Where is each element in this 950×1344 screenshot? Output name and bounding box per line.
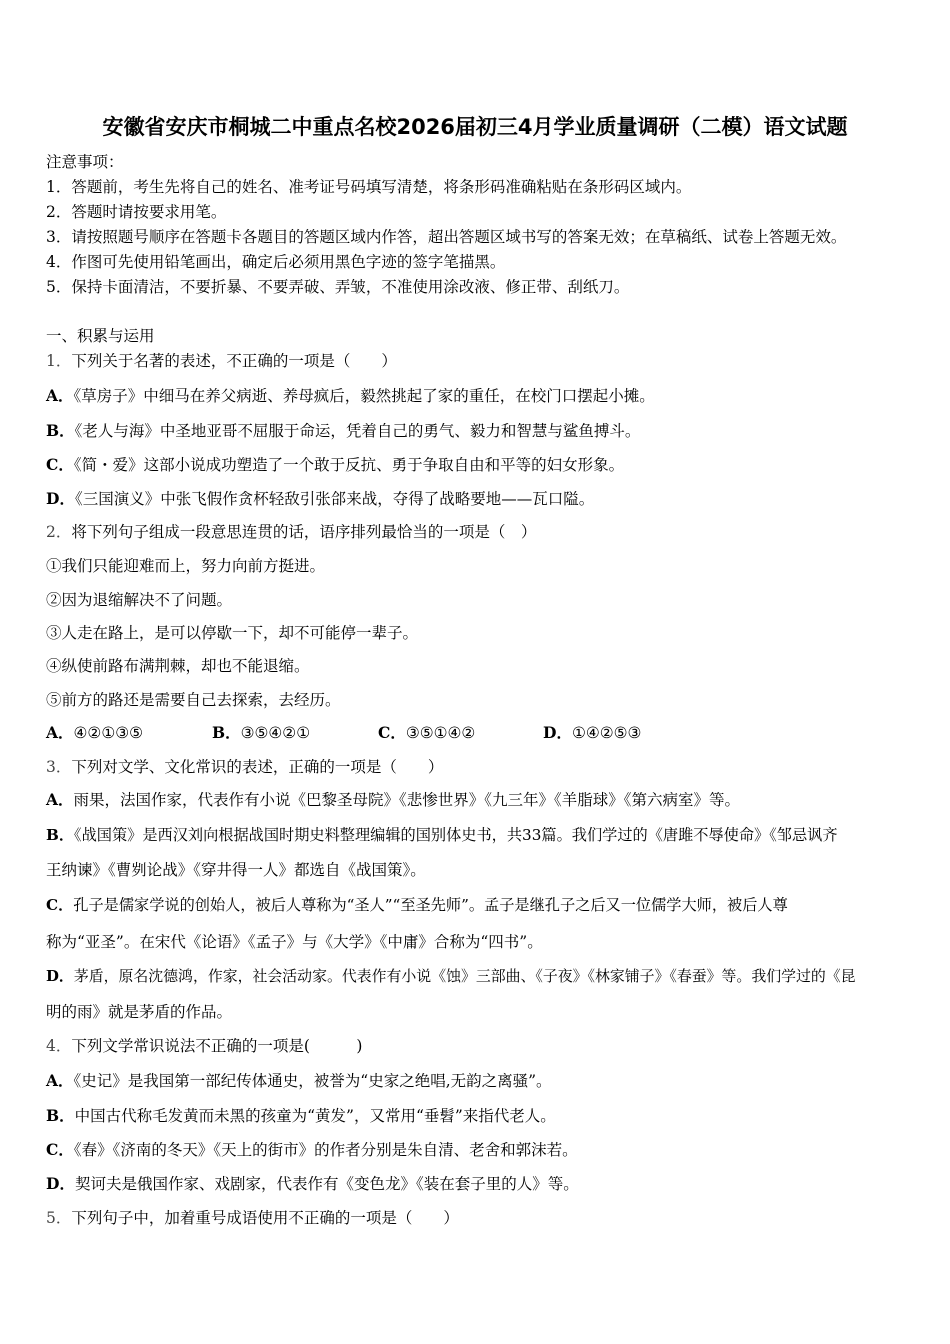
q1-option-b: B．《老人与海》中圣地亚哥不屈服于命运，凭着自己的勇气、毅力和智慧与鲨鱼搏斗。 (46, 421, 641, 440)
question-number: 1． (46, 352, 72, 370)
question-4 (46, 1036, 362, 1056)
q2-option-c: C．③⑤①④② (378, 723, 476, 742)
q4-option-b: B．中国古代称毛发黄而未黑的孩童为“黄发”，又常用“垂髫”来指代老人。 (46, 1106, 556, 1125)
question-5 (46, 1208, 459, 1228)
q3-option-b-cont: 王纳谏》《曹刿论战》《穿井得一人》都选自《战国策》。 (46, 861, 426, 879)
notice-item: 4．作图可先使用铅笔画出，确定后必须用黑色字迹的签字笔描黑。 (46, 253, 506, 271)
notice-item: 1．答题前，考生先将自己的姓名、准考证号码填写清楚，将条形码准确粘贴在条形码区域内。 (46, 178, 692, 196)
q2-option-b: B．③⑤④②① (212, 723, 311, 742)
question-3 (46, 757, 443, 777)
q1-option-c: C．《简・爱》这部小说成功塑造了一个敢于反抗、勇于争取自由和平等的妇女形象。 (46, 455, 625, 474)
question-2 (46, 522, 536, 542)
q1-option-a: A．《草房子》中细马在养父病逝、养母疯后，毅然挑起了家的重任，在校门口摆起小摊。 (46, 386, 655, 405)
section-heading: 一、积累与运用 (46, 327, 155, 345)
question-number: 3． (46, 758, 72, 776)
q1-option-d: D．《三国演义》中张飞假作贪杯轻敌引张郃来战，夺得了战略要地——瓦口隘。 (46, 489, 595, 508)
q4-option-a: A．《史记》是我国第一部纪传体通史，被誉为“史家之绝唱,无韵之离骚”。 (46, 1071, 552, 1090)
q3-option-d-cont: 明的雨》就是茅盾的作品。 (46, 1003, 233, 1021)
question-number: 2． (46, 523, 72, 541)
q2-sentence: ③人走在路上，是可以停歇一下，却不可能停一辈子。 (46, 624, 419, 642)
q2-sentence: ①我们只能迎难而上，努力向前方挺进。 (46, 557, 326, 575)
q2-sentence: ②因为退缩解决不了问题。 (46, 591, 233, 609)
q3-option-d: D．茅盾，原名沈德鸿，作家，社会活动家。代表作有小说《蚀》三部曲、《子夜》《林家铺子》《春蚕》等。我们学过的《昆 (46, 967, 856, 985)
question-stem: 下列句子中，加着重号成语使用不正确的一项是（ ） (71, 1209, 459, 1227)
notice-item: 5．保持卡面清洁，不要折暴、不要弄破、弄皱，不准使用涂改液、修正带、刮纸刀。 (46, 278, 630, 296)
q4-option-d: D．契诃夫是俄国作家、戏剧家，代表作有《变色龙》《装在套子里的人》等。 (46, 1174, 579, 1193)
q4-option-c: C．《春》《济南的冬天》《天上的街市》的作者分别是朱自清、老舍和郭沫若。 (46, 1140, 578, 1159)
question-number: 5． (46, 1209, 72, 1227)
q3-option-c-cont: 称为“亚圣”。在宋代《论语》《孟子》与《大学》《中庸》合称为“四书”。 (46, 933, 543, 951)
q2-option-d: D．①④②⑤③ (543, 723, 642, 742)
q3-option-b: B．《战国策》是西汉刘向根据战国时期史料整理编辑的国别体史书，共33篇。我们学过的《唐雎不辱使命》《邹忌讽齐 (46, 826, 838, 844)
notice-heading: 注意事项： (46, 153, 124, 171)
q3-option-a: A．雨果，法国作家，代表作有小说《巴黎圣母院》《悲惨世界》《九三年》《羊脂球》《第六病室》等。 (46, 790, 741, 809)
q2-sentence: ⑤前方的路还是需要自己去探索，去经历。 (46, 691, 341, 709)
notice-item: 3．请按照题号顺序在答题卡各题目的答题区域内作答，超出答题区域书写的答案无效；在草稿纸、试卷上答题无效。 (46, 228, 847, 246)
q2-option-a: A．④②①③⑤ (46, 723, 144, 742)
question-stem: 下列对文学、文化常识的表述，正确的一项是（ ） (71, 758, 444, 776)
q3-option-c: C．孔子是儒家学说的创始人，被后人尊称为“圣人”“至圣先师”。孟子是继孔子之后又一位儒学大师，被后人尊 (46, 896, 788, 914)
q2-sentence: ④纵使前路布满荆棘，却也不能退缩。 (46, 657, 310, 675)
question-number: 4． (46, 1037, 72, 1055)
question-stem: 下列关于名著的表述，不正确的一项是（ ） (71, 352, 397, 370)
page-title: 安徽省安庆市桐城二中重点名校2026届初三4月学业质量调研（二模）语文试题 (102, 115, 848, 139)
question-stem: 将下列句子组成一段意思连贯的话，语序排列最恰当的一项是（ ） (71, 523, 537, 541)
question-stem: 下列文学常识说法不正确的一项是( ) (71, 1037, 363, 1055)
notice-item: 2．答题时请按要求用笔。 (46, 203, 227, 221)
question-1 (46, 351, 397, 371)
